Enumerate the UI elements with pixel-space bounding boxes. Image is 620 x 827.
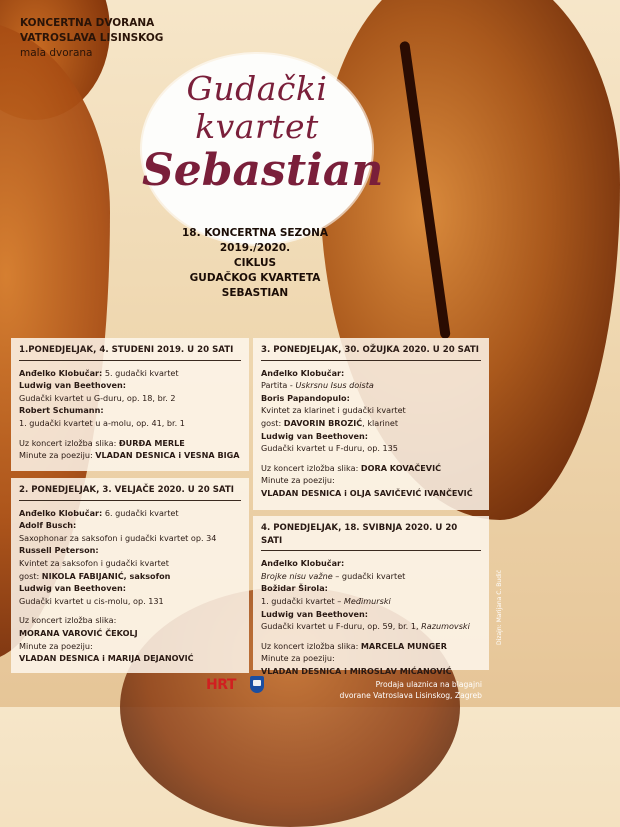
work: Gudački kvartet u F-duru, op. 135 [261,443,398,454]
venue-block [20,16,163,61]
composer: Božidar Širola: [261,583,328,594]
concert-panel-1 [11,338,249,471]
concert-panel-2 [11,478,249,673]
title-line3: Sebastian [142,145,384,196]
exhibit-label: Uz koncert izložba slika: [261,462,359,473]
work: Gudački kvartet u cis-molu, op. 131 [19,595,164,606]
season-line3: CIKLUS [233,257,277,269]
design-credit: Dizajn: Marijana C. Budić [496,570,503,645]
season-line5: SEBASTIAN [221,287,289,299]
work: 1. gudački kvartet – [261,595,344,606]
concert-panel-3 [253,338,489,510]
season-line1: 18. KONCERTNA SEZONA [181,227,329,239]
ticket-line2: dvorane Vatroslava Lisinskog, Zagreb [339,691,482,700]
concert-panel-4 [253,516,489,676]
poetry-names: VLADAN DESNICA i VESNA BIGA [95,450,240,461]
composer: Boris Papandopulo: [261,392,350,403]
composer: Anđelko Klobučar: [19,367,103,378]
exhibit-label: Uz koncert izložba slika: [19,615,117,626]
poetry-label: Minute za poeziju: [261,653,335,664]
ticket-line1: Prodaja ulaznica na blagajni [375,680,482,689]
venue-line3: mala dvorana [20,47,93,59]
concert-2-header: 2. PONEDJELJAK, 3. VELJAČE 2020. U 20 SATI [19,484,241,501]
guest-label: gost: [19,570,40,581]
composer: Adolf Busch: [19,520,77,531]
work: Saxophonar za saksofon i gudački kvartet op. 34 [19,532,217,543]
work: 5. gudački kvartet [104,367,179,378]
concert-1-header: 1.PONEDJELJAK, 4. STUDENI 2019. U 20 SATI [19,344,241,361]
composer: Ludwig van Beethoven: [261,430,368,441]
composer: Robert Schumann: [19,405,104,416]
guest-instrument: , klarinet [362,417,399,428]
poetry-label: Minute za poeziju: [19,450,93,461]
work: Kvintet za saksofon i gudački kvartet [19,557,169,568]
hrt-logo-icon: HRT [206,676,236,693]
composer: Anđelko Klobučar: [261,367,345,378]
work: Brojke nisu važne [261,570,333,581]
work-subtitle: Međimurski [343,595,391,606]
work: Gudački kvartet u G-duru, op. 18, br. 2 [19,392,176,403]
zagreb-coat-of-arms-icon [250,676,264,693]
work-subtitle: Uskrsnu Isus doista [295,380,374,391]
ticket-info [340,679,482,701]
work: Partita - [261,380,296,391]
exhibit-artist: MORANA VAROVIĆ ČEKOLJ [19,627,138,638]
guest-name: DAVORIN BROZIĆ [283,417,363,428]
exhibit-label: Uz koncert izložba slika: [261,640,359,651]
sponsor-logos [206,676,264,693]
exhibit-label: Uz koncert izložba slika: [19,437,117,448]
title-line1: Gudački [186,69,328,108]
composer: Anđelko Klobučar: [261,558,345,569]
work-subtitle: Razumovski [421,621,470,632]
poetry-names: VLADAN DESNICA i MIROSLAV MIĆANOVIĆ [261,665,452,676]
concert-4-header: 4. PONEDJELJAK, 18. SVIBNJA 2020. U 20 SATI [261,522,481,551]
composer: Ludwig van Beethoven: [19,583,126,594]
composer: Ludwig van Beethoven: [261,608,368,619]
concert-3-header: 3. PONEDJELJAK, 30. OŽUJKA 2020. U 20 SATI [261,344,481,361]
work: Kvintet za klarinet i gudački kvartet [261,405,406,416]
work-subtitle: – gudački kvartet [332,570,406,581]
poetry-label: Minute za poeziju: [19,640,93,651]
season-block [140,226,370,301]
guest-label: gost: [261,417,282,428]
poetry-names: VLADAN DESNICA i MARIJA DEJANOVIĆ [19,653,194,664]
exhibit-artist: DORA KOVAČEVIĆ [360,462,442,473]
poetry-label: Minute za poeziju: [261,475,335,486]
composer: Russell Peterson: [19,545,99,556]
exhibit-artist: ĐURĐA MERLE [118,437,185,448]
poetry-names: VLADAN DESNICA i OLJA SAVIČEVIĆ IVANČEVIĆ [261,487,473,498]
work: 1. gudački kvartet u a-molu, op. 41, br. 1 [19,417,185,428]
poster-title [142,69,384,196]
venue-line2: VATROSLAVA LISINSKOG [20,32,164,44]
title-line2: kvartet [195,107,319,146]
season-line4: GUDAČKOG KVARTETA [189,272,321,284]
guest: NIKOLA FABIJANIĆ, saksofon [41,570,171,581]
exhibit-artist: MARCELA MUNGER [360,640,447,651]
venue-line1: KONCERTNA DVORANA [20,17,155,29]
composer: Ludwig van Beethoven: [19,380,126,391]
season-line2: 2019./2020. [219,242,291,254]
work: 6. gudački kvartet [104,507,179,518]
work: Gudački kvartet u F-duru, op. 59, br. 1, [261,621,422,632]
composer: Anđelko Klobučar: [19,507,103,518]
